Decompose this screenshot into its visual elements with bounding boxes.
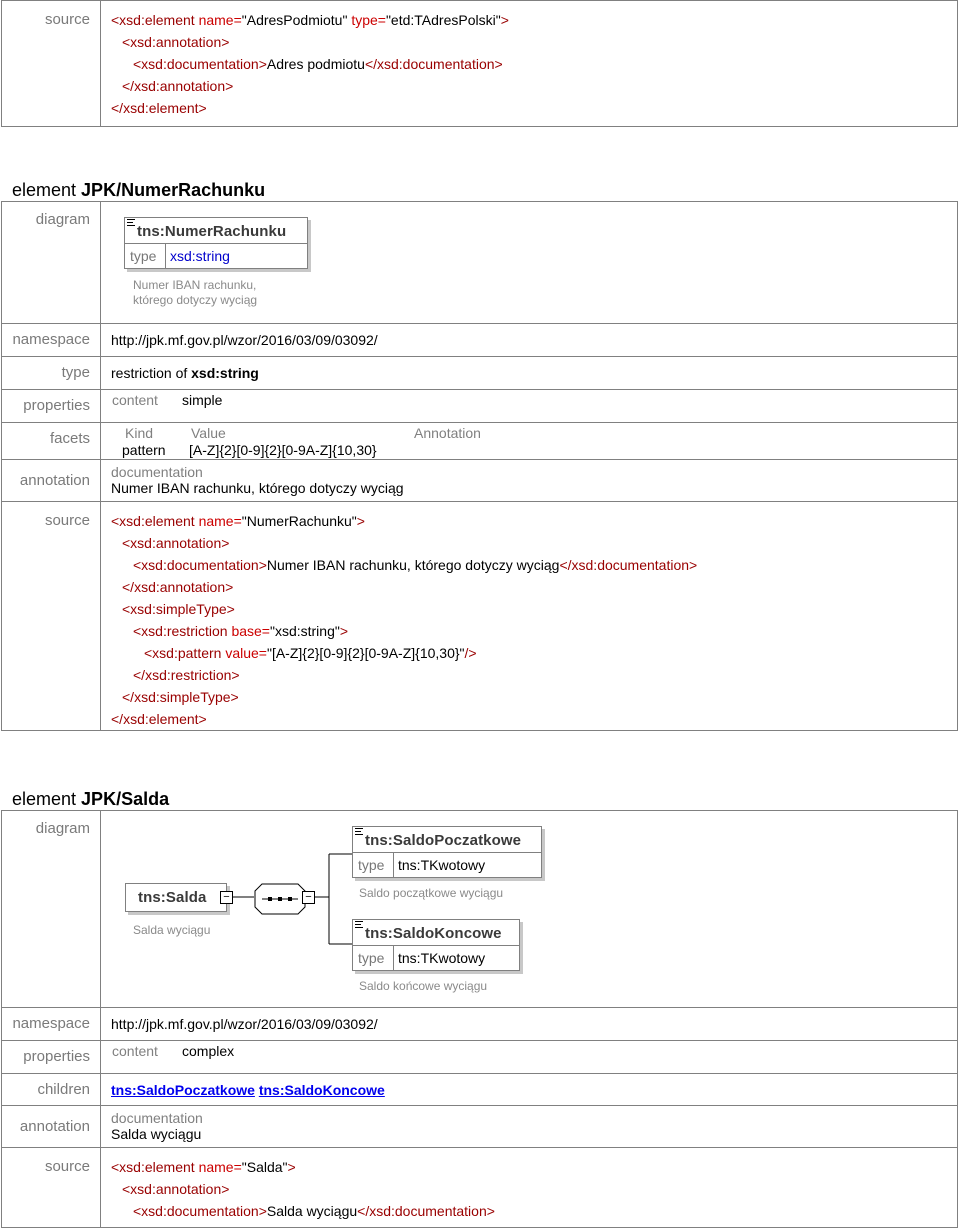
salda-table — [1, 810, 958, 1228]
namespace-label-salda: namespace — [2, 1008, 101, 1041]
facet-value: [A-Z]{2}[0-9]{2}[0-9A-Z]{10,30} — [189, 442, 377, 458]
type-value: xsd:string — [170, 248, 230, 264]
element-box-numerrachunku — [124, 217, 308, 269]
collapse-icon[interactable]: − — [220, 891, 233, 904]
element-box-salda: tns:Salda — [125, 883, 227, 912]
element-box-saldokoncowe: tns:SaldoKoncowe type tns:TKwotowy — [352, 919, 520, 971]
element-box-title: tns:NumerRachunku — [137, 223, 287, 240]
element-heading-salda: element JPK/Salda — [12, 789, 170, 809]
diagram-label: diagram — [2, 202, 101, 324]
namespace-label: namespace — [2, 324, 101, 357]
annotation-value-salda: documentation Salda wyciągu — [101, 1106, 958, 1148]
documentation-text-salda: Salda wyciągu — [111, 1126, 202, 1142]
source-code-salda: <xsd:element name="Salda"> <xsd:annotation> <xsd:documentation>Salda wyciągu</xsd:documentation> — [101, 1148, 958, 1228]
diagram-label-salda: diagram — [2, 811, 101, 1008]
children-label: children — [2, 1074, 101, 1106]
element-box-saldopoczatkowe: tns:SaldoPoczatkowe type tns:TKwotowy — [352, 826, 542, 878]
prev-element-table — [1, 0, 958, 127]
annotation-marker-icon — [355, 921, 363, 928]
facet-kind: pattern — [122, 442, 166, 458]
properties-label-salda: properties — [2, 1041, 101, 1074]
namespace-value-salda: http://jpk.mf.gov.pl/wzor/2016/03/09/03092/ — [101, 1008, 958, 1041]
annotation-label: annotation — [2, 460, 101, 502]
element-heading-numerrachunku: element JPK/NumerRachunku — [12, 180, 266, 200]
source-label-salda: source — [2, 1148, 101, 1228]
child-link-saldopoczatkowe[interactable]: tns:SaldoPoczatkowe — [111, 1082, 255, 1098]
source-label: source — [2, 1, 101, 127]
type-row-label: type — [2, 357, 101, 390]
source-label-numerrachunku: source — [2, 502, 101, 731]
type-label: type — [130, 248, 157, 264]
source-code-numerrachunku: <xsd:element name="NumerRachunku"> <xsd:annotation> <xsd:documentation>Numer IBAN rachunku, którego dotyczy wyciąg</xsd:documentation> </xsd:annotation> <xsd:simpleType> <xsd:restriction base="xsd:string"> <xsd:pattern value="[A-Z]{2}[0-9]{2}[0-9A-Z]{10,30}"/> </xsd:restriction> </xsd:simpleType> </xsd:element> — [101, 502, 958, 731]
saldokoncowe-note: Saldo końcowe wyciągu — [359, 979, 488, 993]
diagram-cell — [101, 202, 958, 324]
collapse-icon[interactable]: − — [302, 891, 315, 904]
annotation-label-salda: annotation — [2, 1106, 101, 1148]
type-row-value: restriction of xsd:string — [101, 357, 958, 390]
diagram-annotation-note: Numer IBAN rachunku, którego dotyczy wyciąg — [133, 278, 258, 307]
numerrachunku-table — [1, 201, 958, 731]
namespace-value: http://jpk.mf.gov.pl/wzor/2016/03/09/03092/ — [101, 324, 958, 357]
properties-value-salda: content complex — [101, 1041, 958, 1074]
facets-value: Kind Value Annotation pattern [A-Z]{2}[0-9]{2}[0-9A-Z]{10,30} — [101, 423, 958, 460]
annotation-marker-icon — [355, 828, 363, 835]
saldopoczatkowe-note: Saldo początkowe wyciągu — [359, 886, 504, 900]
facets-label: facets — [2, 423, 101, 460]
properties-value: content simple — [101, 390, 958, 423]
documentation-text: Numer IBAN rachunku, którego dotyczy wyciąg — [111, 480, 404, 496]
properties-label: properties — [2, 390, 101, 423]
diagram-cell-salda — [101, 811, 958, 1008]
children-value — [101, 1074, 958, 1106]
annotation-value: documentation Numer IBAN rachunku, którego dotyczy wyciąg — [101, 460, 958, 502]
source-code: <xsd:element name="AdresPodmiotu" type="etd:TAdresPolski"> <xsd:annotation> <xsd:documentation>Adres podmiotu</xsd:documentation> </xsd:annotation> </xsd:element> — [101, 1, 958, 127]
child-link-saldokoncowe[interactable]: tns:SaldoKoncowe — [258, 1082, 385, 1098]
annotation-marker-icon — [127, 219, 135, 226]
salda-note: Salda wyciągu — [133, 923, 211, 937]
